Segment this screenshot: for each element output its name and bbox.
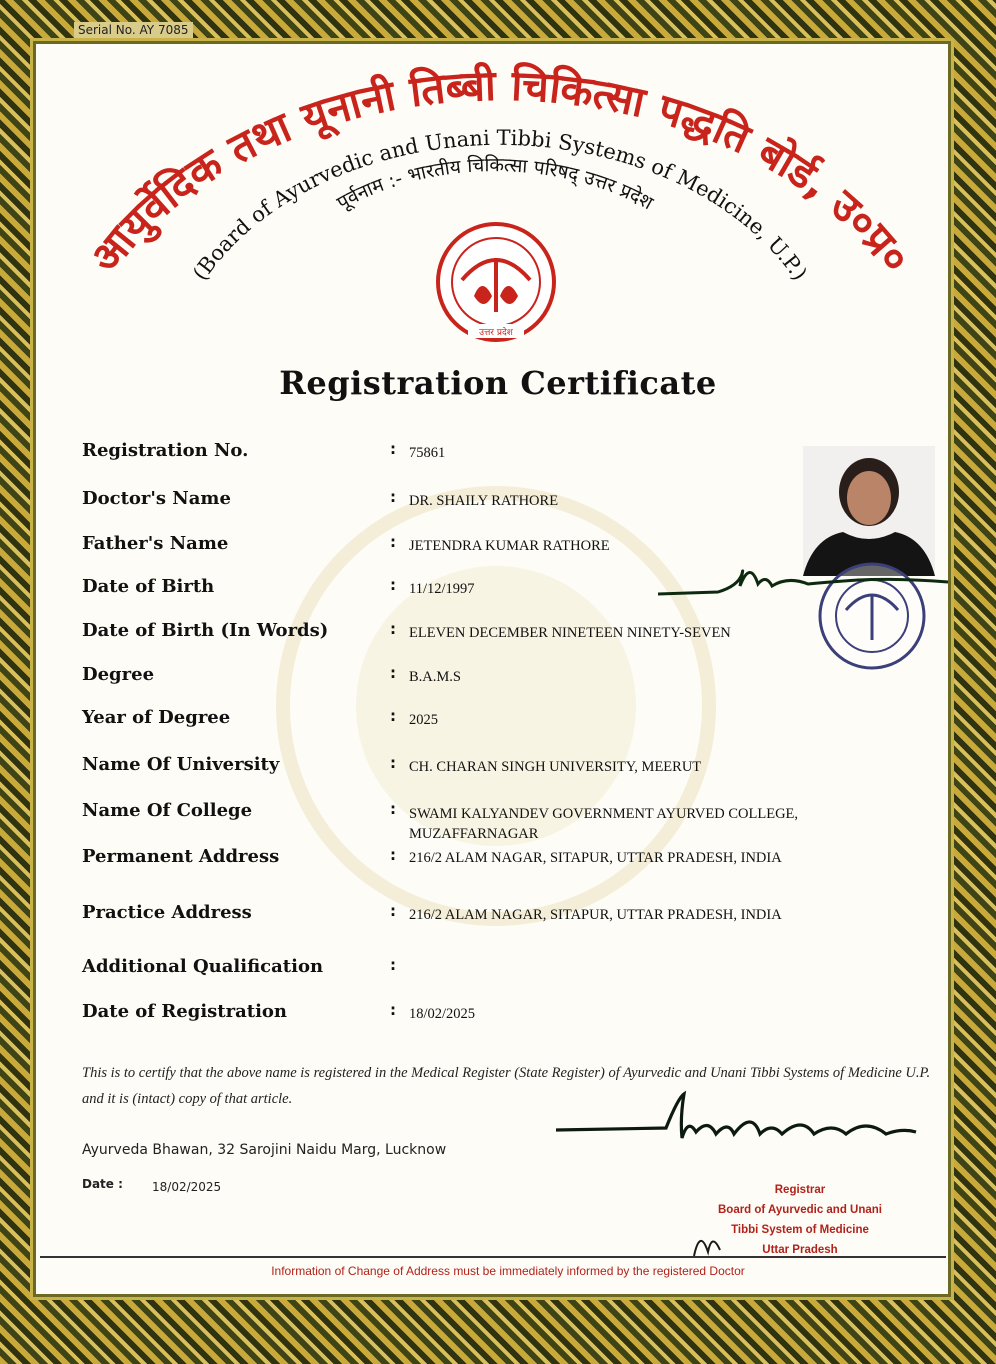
field-label: Date of Birth (In Words): [82, 620, 329, 641]
field-label: Doctor's Name: [82, 488, 231, 509]
field-value: 18/02/2025: [409, 1006, 476, 1022]
field-colon: :: [390, 956, 396, 974]
field-colon: :: [390, 664, 396, 682]
up-emblem-icon: [430, 220, 562, 348]
field-value: DR. SHAILY RATHORE: [409, 493, 559, 509]
field-value: JETENDRA KUMAR RATHORE: [409, 538, 610, 554]
field-label: Year of Degree: [82, 707, 231, 728]
field-label: Degree: [82, 664, 155, 685]
field-value: SWAMI KALYANDEV GOVERNMENT AYURVED COLLEGE, MUZAFFARNAGAR: [409, 806, 799, 842]
field-label: Date of Birth: [82, 576, 215, 597]
field-colon: :: [390, 440, 396, 458]
english-board-title: (Board of Ayurvedic and Unani Tibbi Systems of Medicine, U.P.): [188, 125, 812, 285]
field-value: B.A.M.S: [409, 669, 461, 685]
certification-statement: This is to certify that the above name is registered in the Medical Register (State Register) of Ayurvedic and Unani Tibbi Systems of Medicine U.P. and it is (intact) copy of that article.: [82, 1065, 931, 1107]
field-colon: :: [390, 800, 396, 818]
registrar-signature: [556, 1088, 926, 1148]
emblem-caption: उत्तर प्रदेश: [479, 328, 513, 338]
field-value: ELEVEN DECEMBER NINETEEN NINETY-SEVEN: [409, 625, 731, 641]
issue-date-value: 18/02/2025: [152, 1180, 222, 1194]
field-value: 2025: [409, 712, 438, 728]
field-colon: :: [390, 754, 396, 772]
signature-over-photo: [658, 556, 948, 606]
registrar-state-line: Uttar Pradesh: [762, 1244, 838, 1256]
former-name: पूर्वनाम :- भारतीय चिकित्सा परिषद् उत्तर प्रदेश: [333, 154, 657, 215]
field-colon: :: [390, 902, 396, 920]
field-label: Father's Name: [82, 533, 229, 554]
field-colon: :: [390, 707, 396, 725]
certificate-title: Registration Certificate: [279, 364, 717, 402]
field-label: Permanent Address: [82, 846, 280, 867]
field-label: Additional Qualification: [82, 956, 324, 977]
field-label: Date of Registration: [82, 1001, 287, 1022]
footer-divider: [40, 1256, 946, 1258]
registrar-title: Registrar: [774, 1184, 826, 1196]
registrar-system-line: Tibbi System of Medicine: [731, 1224, 869, 1236]
footer-notice: Information of Change of Address must be immediately informed by the registered Doctor: [271, 1264, 745, 1278]
field-label: Name Of College: [82, 800, 253, 821]
issue-date-label: Date :: [82, 1177, 123, 1191]
serial-value: AY 7085: [139, 23, 189, 37]
field-value: 216/2 ALAM NAGAR, SITAPUR, UTTAR PRADESH, INDIA: [409, 850, 782, 866]
field-colon: :: [390, 576, 396, 594]
serial-label: Serial No.: [78, 23, 136, 37]
field-label: Practice Address: [82, 902, 252, 923]
registrar-board-line: Board of Ayurvedic and Unani: [717, 1204, 882, 1216]
field-colon: :: [390, 846, 396, 864]
field-colon: :: [390, 488, 396, 506]
field-value: 11/12/1997: [409, 581, 475, 597]
field-value: 75861: [409, 445, 446, 461]
field-colon: :: [390, 620, 396, 638]
field-value: CH. CHARAN SINGH UNIVERSITY, MEERUT: [409, 759, 702, 775]
field-label: Name Of University: [82, 754, 280, 775]
field-value: 216/2 ALAM NAGAR, SITAPUR, UTTAR PRADESH, INDIA: [409, 907, 782, 923]
field-label: Registration No.: [82, 440, 249, 461]
field-colon: :: [390, 1001, 396, 1019]
hindi-board-title: आयुर्वेदिक तथा यूनानी तिब्बी चिकित्सा पद्धति बोर्ड, उ०प्र०: [80, 60, 921, 282]
board-address: Ayurveda Bhawan, 32 Sarojini Naidu Marg, Lucknow: [82, 1142, 447, 1158]
field-colon: :: [390, 533, 396, 551]
